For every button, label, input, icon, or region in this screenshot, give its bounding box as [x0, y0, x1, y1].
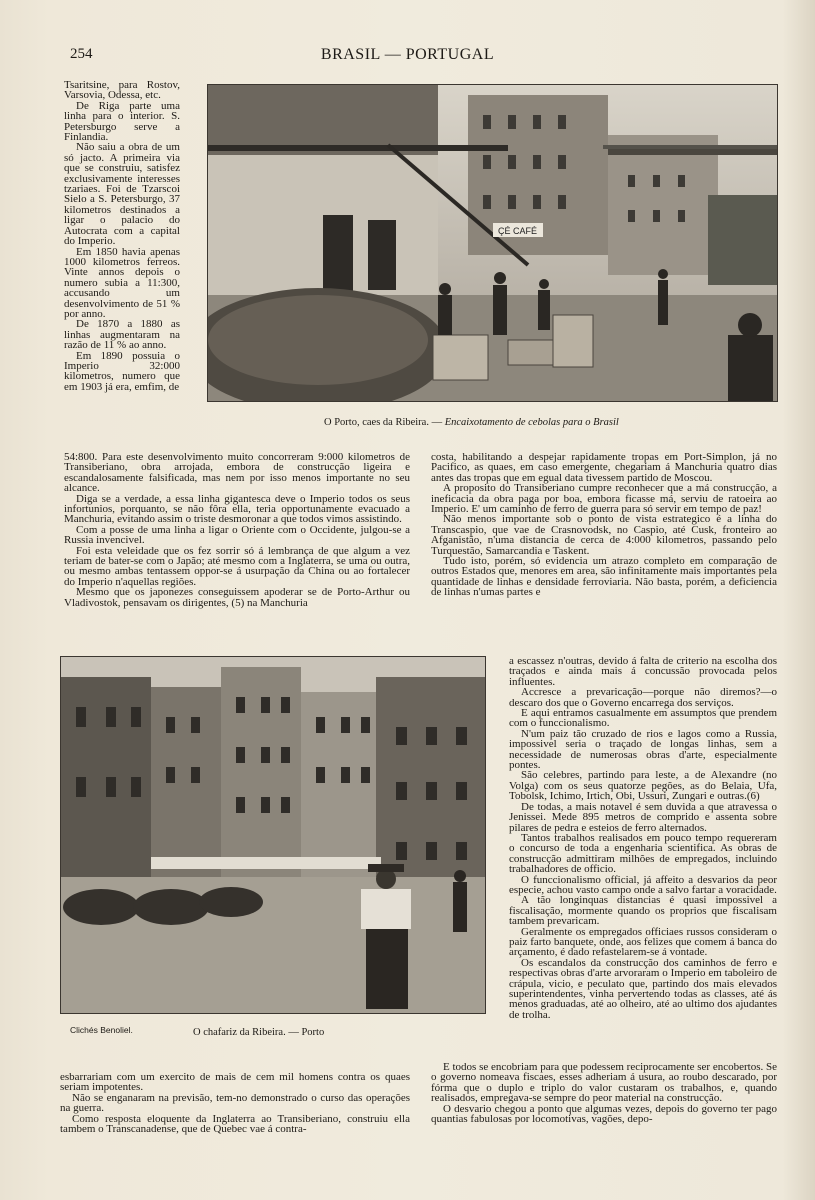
- paragraph: Como resposta eloquente da Inglaterra ao Transiberiano, construiu ella tambem o Transcanadense, que de Quebec vae á contra-: [60, 1112, 410, 1136]
- paragraph: O desvario chegou a ponto que algumas vezes, depois do governo ter pago quantias fabulosas por locomotivas, vagões, depo-: [431, 1102, 777, 1126]
- column-right-mid: [431, 452, 777, 656]
- page-header: [0, 46, 815, 68]
- paragraph: a escassez n'outras, devido á falta de criterio na escolha dos traçados e ainda mais á concussão provocada pelos influentes.: [509, 656, 777, 688]
- paragraph: Com a posse de uma linha a ligar o Oriente com o Occidente, julgou-se a Russia invencivel.: [64, 523, 410, 547]
- paragraph: E todos se encobriam para que podessem reciprocamente ser encobertos. Se o governo nomeava fiscaes, esses adheriam á usura, ao roubo descarado, por fórma que o duplo e triplo do valor custaram os trabalhos, e, quando realisados, empregava-se sempre do peor material na construcção.: [431, 1062, 777, 1105]
- paragraph: Não se enganaram na previsão, tem-no demonstrado o curso das operações na guerra.: [60, 1091, 410, 1115]
- paragraph: Não saiu a obra de um só jacto. A primeira via que se construiu, satisfez exclusivamente interesses tzariaes. Foi de Tzarscoi Sielo a S. Petersburgo, 37 kilometros destinados a ligar o palacio do Autocrata com a capital do Imperio.: [64, 141, 180, 248]
- column-bottom-right: [431, 1062, 777, 1146]
- paragraph: São celebres, partindo para leste, a de Alexandre (no Volga) com os seus quatorze pegões, as do Belaia, Ufa, Tobolsk, Ichimo, Irtich, Obi, Ussuri, Zungari e outras.(6): [509, 769, 777, 803]
- paragraph: O funccionalismo official, já affeito a desvarios da peor especie, achou vasto campo onde a salvo fartar a voracidade.: [509, 873, 777, 896]
- paragraph: E aqui entramos casualmente em assumptos que prendem com o funccionalismo.: [509, 707, 777, 730]
- paragraph: costa, habilitando a despejar rapidamente tropas em Port-Simplon, já no Pacifico, as quaes, em caso emergente, chegariam á Manchuria quatro dias antes das tropas que em egual data tivessem partido de Moscou.: [431, 452, 777, 484]
- column-right-lower: [509, 656, 777, 1060]
- paragraph: esbarrariam com um exercito de mais de cem mil homens contra os quaes seriam impotentes.: [60, 1072, 410, 1094]
- paragraph: Foi esta veleidade que os fez sorrir só á lembrança de que algum a vez teriam de bater-se com o Japão; até mesmo com a Inglaterra, se uma ou outra, ou mesmo ambas tentassem oppor-se á usurpação da China ou ao fortalecer do Imperio n'aquellas regiões.: [64, 544, 410, 588]
- paragraph: 54:800. Para este desenvolvimento muito concorreram 9:000 kilometros de Transiberiano, obra arrojada, embora de construcção ligeira e escandalosamente falsificada, mas nem por isso menos importante no seu alcance.: [64, 452, 410, 495]
- paragraph: Diga se a verdade, a essa linha gigantesca deve o Imperio todos os seus infortunios, porquanto, se não fôra ella, teria opportunamente evacuado a Manchuria, evitando assim o triste desmoronar a que todos vimos assistindo.: [64, 492, 410, 526]
- paragraph: A proposito do Transiberiano cumpre reconhecer que a má construcção, a ineficacia da obra paga por boa, embora ficasse má, serviu de ratoeira ao Imperio. E' um caminho de ferro de guerra para só servir em tempo de paz!: [431, 482, 777, 516]
- paragraph: N'um paiz tão cruzado de rios e lagos como a Russia, impossivel seria o traçado de longas linhas, sem a necessidade de numerosas obras d'arte, especialmente pontes.: [509, 727, 777, 772]
- paragraph: Em 1850 havia apenas 1000 kilometros ferreos. Vinte annos depois o numero subia a 11:300, accusando um desenvolvimento de 51 % por anno.: [64, 245, 180, 320]
- paragraph: Em 1890 possuia o Imperio 32:000 kilometros, numero que em 1903 já era, emfim, de: [64, 349, 180, 393]
- page-number: 254: [70, 46, 93, 62]
- paragraph: De Riga parte uma linha para o interior. S. Petersburgo serve a Finlandia.: [64, 99, 180, 144]
- paragraph: Tsaritsine, para Rostov, Varsovia, Odessa, etc.: [64, 80, 180, 102]
- paragraph: Tantos trabalhos realisados em pouco tempo requereram o concurso de toda a engenharia scientifica. As obras de construcção admittiram milhões de empregados, incluindo trabalhadores de officio.: [509, 831, 777, 876]
- column-bottom-left: [60, 1072, 410, 1144]
- paragraph: De todas, a mais notavel é sem duvida a que atravessa o Jenissei. Mede 895 metros de comprido e assenta sobre pilares de pedra e esteios de ferro alternados.: [509, 800, 777, 834]
- column-left-mid: [64, 452, 410, 632]
- paragraph: Os escandalos da construcção dos caminhos de ferro e respectivas obras d'arte arvoraram o Imperio em taboleiro de crápula, vicio, e peculato que, partindo dos mais elevados superintendentes, vinha pervertendo todas as classes, até ás menos graduadas, até ao olheiro, até ao ultimo dos ajudantes de trolha.: [509, 956, 777, 1021]
- photo-credit: Clichés Benoliel.: [70, 1025, 133, 1035]
- bottom-photo-caption: O chafariz da Ribeira. — Porto: [193, 1027, 325, 1038]
- paragraph: Tudo isto, porém, só evidencia um atrazo completo em comparação de outros Estados que, menores em area, são infinitamente mais importantes pela quantidade de linhas e densidade ferroviaria. Não basta, porém, a deficiencia de linhas n'umas partes e: [431, 555, 777, 599]
- paragraph: De 1870 a 1880 as linhas augmentaram na razão de 11 % ao anno.: [64, 318, 180, 352]
- caption-place: O Porto, caes da Ribeira. —: [324, 417, 443, 428]
- running-title: BRASIL — PORTUGAL: [320, 46, 495, 63]
- caption-description: Encaixotamento de cebolas para o Brasil: [444, 417, 619, 428]
- cafe-sign-text: ÇÉ CAFÉ: [498, 226, 538, 236]
- photo-porto-ribeira-quay: [207, 84, 778, 402]
- paragraph: Não menos importante sob o ponto de vista estrategico é a linha do Transcaspio, que vae de Crasnovodsk, no Caspio, até Cusk, fronteiro ao Afganistão, n'uma distancia de cerca de 4:000 kilometros, passando pelo Turquestão, Samarcandia e Taskent.: [431, 513, 777, 557]
- column-narrow-left: [64, 80, 180, 456]
- paragraph: Geralmente os empregados officiaes russos consideram o paiz farto banquete, onde, aos felizes que comem á banca do arçamento, é dado refastelarem-se á vontade.: [509, 925, 777, 959]
- photo-chafariz-ribeira: [60, 656, 486, 1014]
- paragraph: A tão longinquas distancias é quasi impossivel a fiscalisação, mormente quando os proprios que fiscalisam tambem prevaricam.: [509, 894, 777, 928]
- paragraph: Accresce a prevaricação—porque não diremos?—o descaro dos que o Governo encarrega dos serviços.: [509, 686, 777, 709]
- top-photo-caption: [324, 417, 764, 429]
- paragraph: Mesmo que os japonezes conseguissem apoderar se de Porto-Arthur ou Vladivostok, pensavam os dirigentes, (5) na Manchuria: [64, 586, 410, 609]
